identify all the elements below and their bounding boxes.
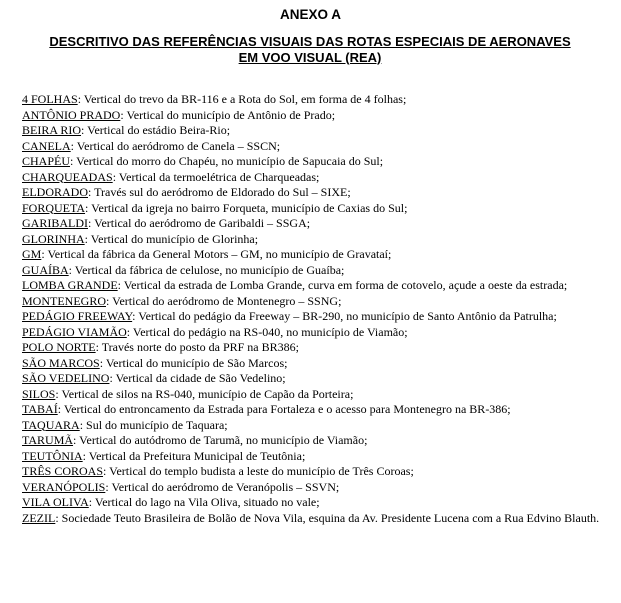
reference-description: : Vertical do estádio Beira-Rio;	[81, 123, 231, 137]
reference-description: : Vertical do templo budista a leste do município de Três Coroas;	[103, 464, 414, 478]
reference-entry	[22, 480, 600, 496]
reference-name: MONTENEGRO	[22, 293, 106, 308]
reference-description: : Vertical da igreja no bairro Forqueta, município de Caxias do Sul;	[85, 200, 408, 215]
reference-name: TARUMÃ	[22, 433, 74, 447]
reference-description: : Vertical do aeródromo de Montenegro – SSNG;	[106, 293, 342, 308]
reference-entry	[22, 464, 600, 480]
reference-name: SÃO MARCOS	[22, 355, 100, 370]
reference-entry	[22, 216, 600, 232]
reference-description: : Vertical do município de São Marcos;	[99, 355, 288, 370]
reference-name: TRÊS COROAS	[22, 464, 104, 478]
reference-description: : Través norte do posto da PRF na BR386;	[95, 340, 299, 354]
reference-name: ZEZIL	[22, 510, 56, 525]
document-title: DESCRITIVO DAS REFERÊNCIAS VISUAIS DAS ROTAS ESPECIAIS DE AERONAVES EM VOO VISUAL (REA)	[49, 34, 571, 65]
reference-name: FORQUETA	[22, 200, 86, 215]
reference-entry	[22, 108, 600, 124]
reference-description: : Vertical da fábrica de celulose, no município de Guaíba;	[68, 262, 345, 277]
reference-description: : Vertical da fábrica da General Motors – GM, no município de Gravataí;	[41, 247, 392, 261]
reference-list	[22, 92, 600, 526]
reference-description: : Vertical do autódromo de Tarumã, no município de Viamão;	[73, 433, 368, 447]
reference-entry	[22, 154, 600, 170]
reference-description: : Vertical do lago na Vila Oliva, situado no vale;	[88, 495, 320, 509]
reference-name: POLO NORTE	[22, 340, 96, 354]
reference-name: PEDÁGIO FREEWAY	[22, 309, 133, 323]
reference-entry	[22, 232, 600, 248]
reference-entry	[22, 170, 600, 186]
reference-entry	[22, 185, 600, 201]
reference-name: GARIBALDI	[22, 216, 88, 230]
reference-entry	[22, 92, 600, 108]
reference-description: : Vertical da termoelétrica de Charqueadas;	[112, 169, 320, 184]
reference-description: : Vertical do município de Glorinha;	[84, 231, 259, 246]
reference-description: : Vertical do pedágio da Freeway – BR-290, no município de Santo Antônio da Patrulha;	[132, 309, 557, 323]
reference-entry	[22, 201, 600, 217]
reference-entry	[22, 356, 600, 372]
reference-name: TABAÍ	[22, 402, 58, 416]
reference-entry	[22, 371, 600, 387]
reference-name: ELDORADO	[22, 185, 88, 199]
reference-name: CHARQUEADAS	[22, 169, 113, 184]
reference-name: VILA OLIVA	[22, 495, 89, 509]
reference-name: VERANÓPOLIS	[22, 479, 106, 494]
reference-description: : Vertical da estrada de Lomba Grande, curva em forma de cotovelo, açude a oeste da estrada;	[117, 278, 568, 292]
reference-description: : Vertical do entroncamento da Estrada para Fortaleza e o acesso para Montenegro na BR-386;	[57, 402, 511, 416]
reference-name: SILOS	[22, 386, 56, 401]
reference-description: : Vertical do trevo da BR-116 e a Rota do Sol, em forma de 4 folhas;	[77, 92, 407, 106]
reference-entry	[22, 247, 600, 263]
reference-description: : Vertical da cidade de São Vedelino;	[109, 371, 286, 385]
reference-name: CHAPÉU	[22, 154, 71, 168]
reference-entry	[22, 278, 600, 294]
reference-description: : Través sul do aeródromo de Eldorado do Sul – SIXE;	[88, 185, 351, 199]
reference-name: BEIRA RIO	[22, 123, 82, 137]
annex-title: ANEXO A	[279, 7, 341, 22]
reference-description: : Vertical de silos na RS-040, município de Capão da Porteira;	[55, 386, 354, 401]
reference-entry	[22, 294, 600, 310]
reference-entry	[22, 418, 600, 434]
reference-name: CANELA	[22, 138, 71, 153]
reference-name: ANTÔNIO PRADO	[22, 107, 121, 122]
reference-description: : Sociedade Teuto Brasileira de Bolão de Nova Vila, esquina da Av. Presidente Lucena com a Rua Edvino Blauth.	[55, 510, 600, 525]
reference-name: TAQUARA	[22, 417, 80, 432]
reference-description: : Vertical do aeródromo de Garibaldi – SSGA;	[88, 216, 311, 230]
reference-name: GM	[22, 247, 42, 261]
reference-entry	[22, 309, 600, 325]
reference-description: : Vertical do morro do Chapéu, no município de Sapucaia do Sul;	[70, 154, 384, 168]
reference-name: 4 FOLHAS	[22, 92, 78, 106]
reference-description: : Vertical do aeródromo de Veranópolis – SSVN;	[105, 479, 340, 494]
reference-entry	[22, 123, 600, 139]
reference-name: SÃO VEDELINO	[22, 371, 110, 385]
reference-entry	[22, 263, 600, 279]
reference-description: : Vertical do pedágio na RS-040, no município de Viamão;	[126, 324, 408, 339]
reference-description: : Vertical do município de Antônio de Prado;	[120, 107, 336, 122]
reference-entry	[22, 511, 600, 527]
reference-name: LOMBA GRANDE	[22, 278, 118, 292]
reference-entry	[22, 402, 600, 418]
reference-name: PEDÁGIO VIAMÃO	[22, 324, 127, 339]
reference-name: GLORINHA	[22, 231, 85, 246]
reference-entry	[22, 340, 600, 356]
reference-entry	[22, 139, 600, 155]
reference-name: TEUTÔNIA	[22, 448, 83, 463]
reference-entry	[22, 325, 600, 341]
reference-description: : Vertical da Prefeitura Municipal de Teutônia;	[82, 448, 306, 463]
reference-entry	[22, 433, 600, 449]
reference-name: GUAÍBA	[22, 262, 69, 277]
reference-description: : Sul do município de Taquara;	[79, 417, 228, 432]
reference-entry	[22, 449, 600, 465]
reference-entry	[22, 495, 600, 511]
reference-description: : Vertical do aeródromo de Canela – SSCN;	[70, 138, 281, 153]
reference-entry	[22, 387, 600, 403]
